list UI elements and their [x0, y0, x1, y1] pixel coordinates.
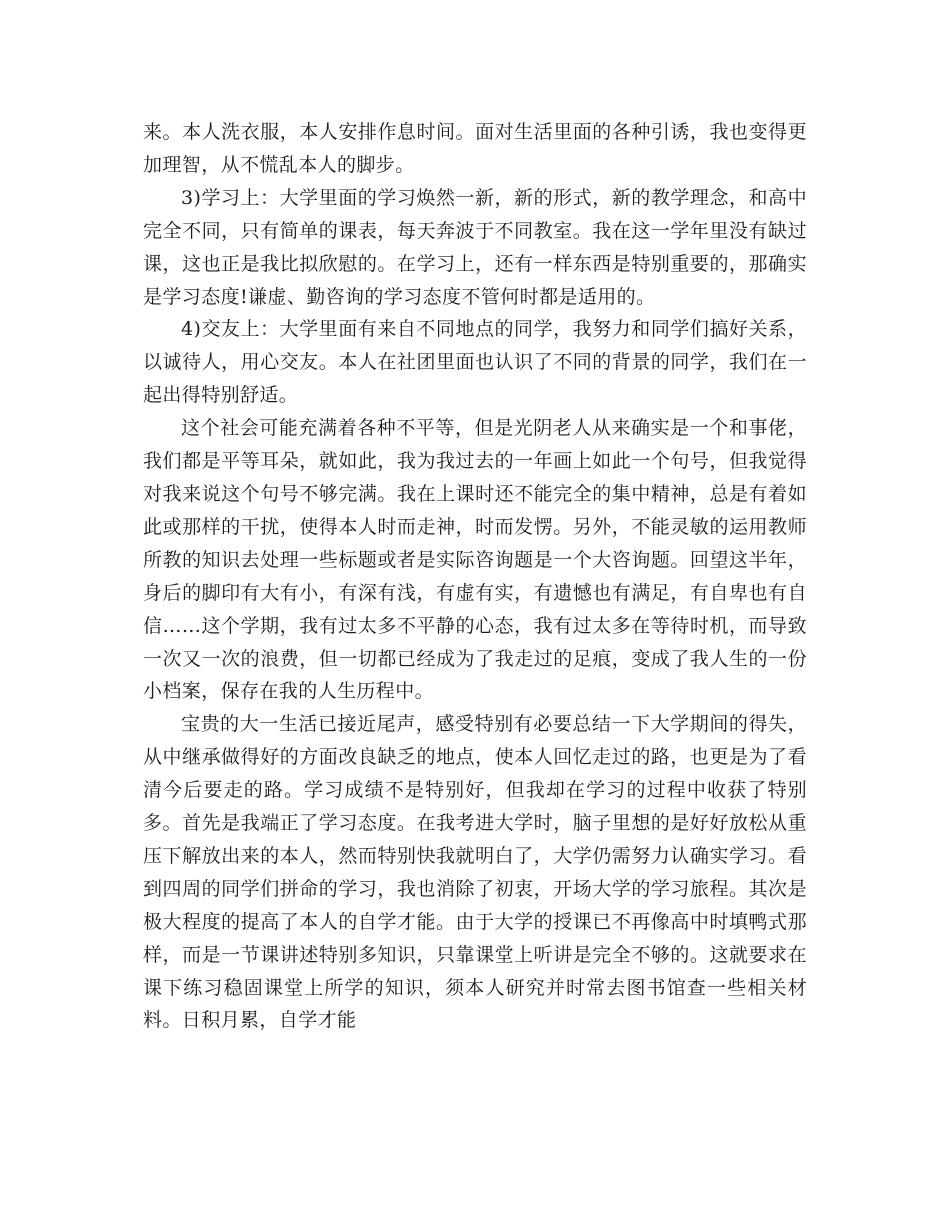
paragraph-reflection: 这个社会可能充满着各种不平等，但是光阴老人从来确实是一个和事佬，我们都是平等耳朵，就如此，我为我过去的一年画上如此一个句号，但我觉得对我来说这个句号不够完满。我在上课时还不能完全的集中精神，总是有着如此或那样的干扰，使得本人时而走神，时而发愣。另外，不能灵敏的运用教师所教的知识去处理一些标题或者是实际咨询题是一个大咨询题。回望这半年，身后的脚印有大有小，有深有浅，有虚有实，有遗憾也有满足，有自卑也有自信……这个学期，我有过太多不平静的心态，我有过太多在等待时机，而导致一次又一次的浪费，但一切都已经成为了我走过的足痕，变成了我人生的一份小档案，保存在我的人生历程中。 — [143, 417, 807, 703]
paragraph-summary: 宝贵的大一生活已接近尾声，感受特别有必要总结一下大学期间的得失，从中继承做得好的方面改良缺乏的地点，使本人回忆走过的路，也更是为了看清今后要走的路。学习成绩不是特别好，但我却在学习的过程中收获了特别多。首先是我端正了学习态度。在我考进大学时，脑子里想的是好好放松从重压下解放出来的本人，然而特别快我就明白了，大学仍需努力认确实学习。看到四周的同学们拼命的学习，我也消除了初衷，开场大学的学习旅程。其次是极大程度的提高了本人的自学才能。由于大学的授课已不再像高中时填鸭式那样，而是一节课讲述特别多知识，只靠课堂上听讲是完全不够的。这就要求在课下练习稳固课堂上所学的知识，须本人研究并时常去图书馆查一些相关材料。日积月累，自学才能 — [143, 713, 807, 1032]
paragraph-life-continued: 来。本人洗衣服，本人安排作息时间。面对生活里面的各种引诱，我也变得更加理智，从不慌乱本人的脚步。 — [143, 121, 807, 176]
paragraph-friends: 4)交友上：大学里面有来自不同地点的同学，我努力和同学们搞好关系，以诚待人，用心交友。本人在社团里面也认识了不同的背景的同学，我们在一起出得特别舒适。 — [143, 318, 807, 407]
document-page — [143, 116, 807, 1037]
paragraph-study: 3)学习上：大学里面的学习焕然一新，新的形式，新的教学理念，和高中完全不同，只有简单的课表，每天奔波于不同教室。我在这一学年里没有缺过课，这也正是我比拟欣慰的。在学习上，还有一样东西是特别重要的，那确实是学习态度!谦虚、勤咨询的学习态度不管何时都是适用的。 — [143, 186, 807, 308]
